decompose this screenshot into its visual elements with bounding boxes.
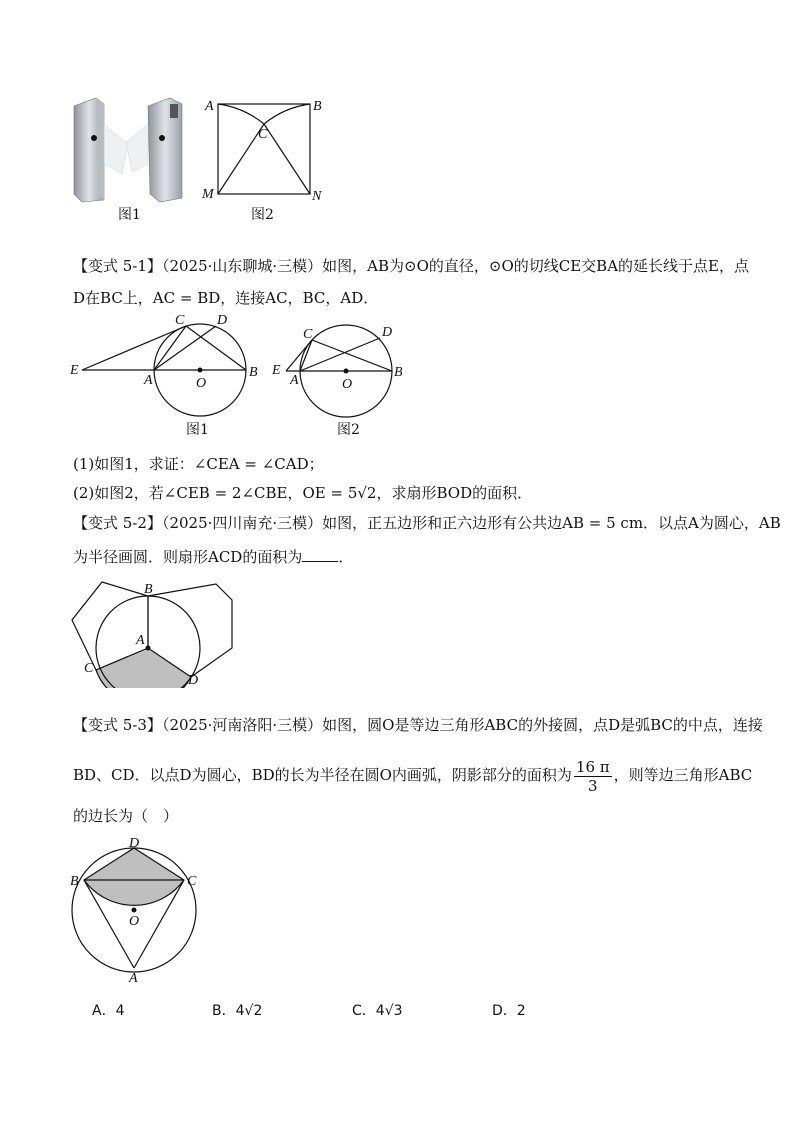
square-arc-figure xyxy=(200,96,330,206)
v53-label-A: A xyxy=(129,971,138,986)
sq-label-A: A xyxy=(205,99,214,114)
v53-line2-a: BD、CD．以点D为圆心，BD的长为半径在圆O内画弧，阴影部分的面积为 xyxy=(73,766,572,784)
v51-figure1 xyxy=(62,312,272,437)
v51f1-label-A: A xyxy=(144,373,153,388)
v51f1-label-C: C xyxy=(175,313,185,328)
v53-label-C: C xyxy=(187,874,197,889)
v51f2-label-D: D xyxy=(382,325,393,340)
v53-label-B: B xyxy=(70,874,79,889)
v51-fig2-caption: 图2 xyxy=(337,422,360,438)
fraction-denominator: 3 xyxy=(588,776,598,795)
v52-line2-end: ． xyxy=(338,548,354,566)
v52-label-C: C xyxy=(84,661,94,676)
option-a-value: 4 xyxy=(115,1003,125,1019)
answer-blank xyxy=(302,547,338,562)
option-c-value: 4√3 xyxy=(375,1003,403,1019)
top-fig1-caption: 图1 xyxy=(118,207,141,223)
v51f2-label-B: B xyxy=(394,365,403,380)
option-b-letter: B． xyxy=(212,1003,236,1019)
v51-line1-text: 如图，AB为⊙O的直径，⊙O的切线CE交BA的延长线于点E，点 xyxy=(322,257,749,275)
v53-label-D: D xyxy=(129,838,140,851)
v51-question-1: (1)如图1，求证：∠CEA = ∠CAD； xyxy=(73,455,324,473)
turnstile-photo xyxy=(70,94,190,204)
v53-line3: 的边长为（ ） xyxy=(73,807,179,825)
v51f2-label-C: C xyxy=(303,327,313,342)
v53-figure xyxy=(66,838,216,988)
option-c-letter: C． xyxy=(352,1003,376,1019)
sq-label-B: B xyxy=(313,99,322,114)
v53-label-O: O xyxy=(129,914,140,929)
v51-figure2 xyxy=(266,316,416,426)
v53-source: （2025·河南洛阳·三模） xyxy=(161,716,323,734)
v51-line1 xyxy=(73,255,749,277)
v52-line2 xyxy=(73,546,353,568)
v52-tag: 【变式 5-2】 xyxy=(73,514,162,532)
v52-label-B: B xyxy=(144,582,153,597)
v53-line1 xyxy=(73,714,763,736)
v53-line1-text: 如图，圆O是等边三角形ABC的外接圆，点D是弧BC的中点，连接 xyxy=(322,716,763,734)
v51f2-label-E: E xyxy=(272,363,281,378)
option-c[interactable] xyxy=(352,1000,403,1020)
top-fig2-caption: 图2 xyxy=(251,207,274,223)
v53-line2 xyxy=(73,756,752,795)
option-d-letter: D． xyxy=(492,1003,517,1019)
area-fraction xyxy=(574,758,612,795)
option-b-value: 4√2 xyxy=(235,1003,263,1019)
v51-question-2: (2)如图2，若∠CEB = 2∠CBE，OE = 5√2，求扇形BOD的面积． xyxy=(73,484,533,502)
v52-label-A: A xyxy=(136,633,145,648)
v52-line1-text: 如图，正五边形和正六边形有公共边AB = 5 cm．以点A为圆心，AB xyxy=(322,514,781,532)
sq-label-N: N xyxy=(312,189,322,204)
fraction-numerator: 16 π xyxy=(575,757,610,776)
v52-figure xyxy=(66,578,241,688)
v52-label-D: D xyxy=(188,673,199,688)
v52-line1 xyxy=(73,512,781,534)
sq-label-M: M xyxy=(202,187,214,202)
v51f2-label-A: A xyxy=(290,373,299,388)
v53-tag: 【变式 5-3】 xyxy=(73,716,162,734)
option-a-letter: A． xyxy=(92,1003,116,1019)
v51-source: （2025·山东聊城·三模） xyxy=(161,257,323,275)
v51-line2: D在BC上，AC = BD，连接AC，BC，AD． xyxy=(73,289,379,307)
v53-line2-b: ，则等边三角形ABC xyxy=(613,766,753,784)
v51-tag: 【变式 5-1】 xyxy=(73,257,162,275)
v51f2-label-O: O xyxy=(342,377,353,392)
option-d-value: 2 xyxy=(516,1003,526,1019)
v52-line2-text: 为半径画圆．则扇形ACD的面积为 xyxy=(73,548,303,566)
sq-label-C: C xyxy=(258,127,268,142)
option-b[interactable] xyxy=(212,1000,262,1020)
v51f1-label-E: E xyxy=(70,363,79,378)
v51f1-label-B: B xyxy=(249,365,258,380)
v51-fig1-caption: 图1 xyxy=(186,422,209,438)
option-d[interactable] xyxy=(492,1000,526,1020)
v51f1-label-D: D xyxy=(217,313,228,328)
v51f1-label-O: O xyxy=(196,376,207,391)
v52-source: （2025·四川南充·三模） xyxy=(161,514,323,532)
option-a[interactable] xyxy=(92,1000,125,1020)
